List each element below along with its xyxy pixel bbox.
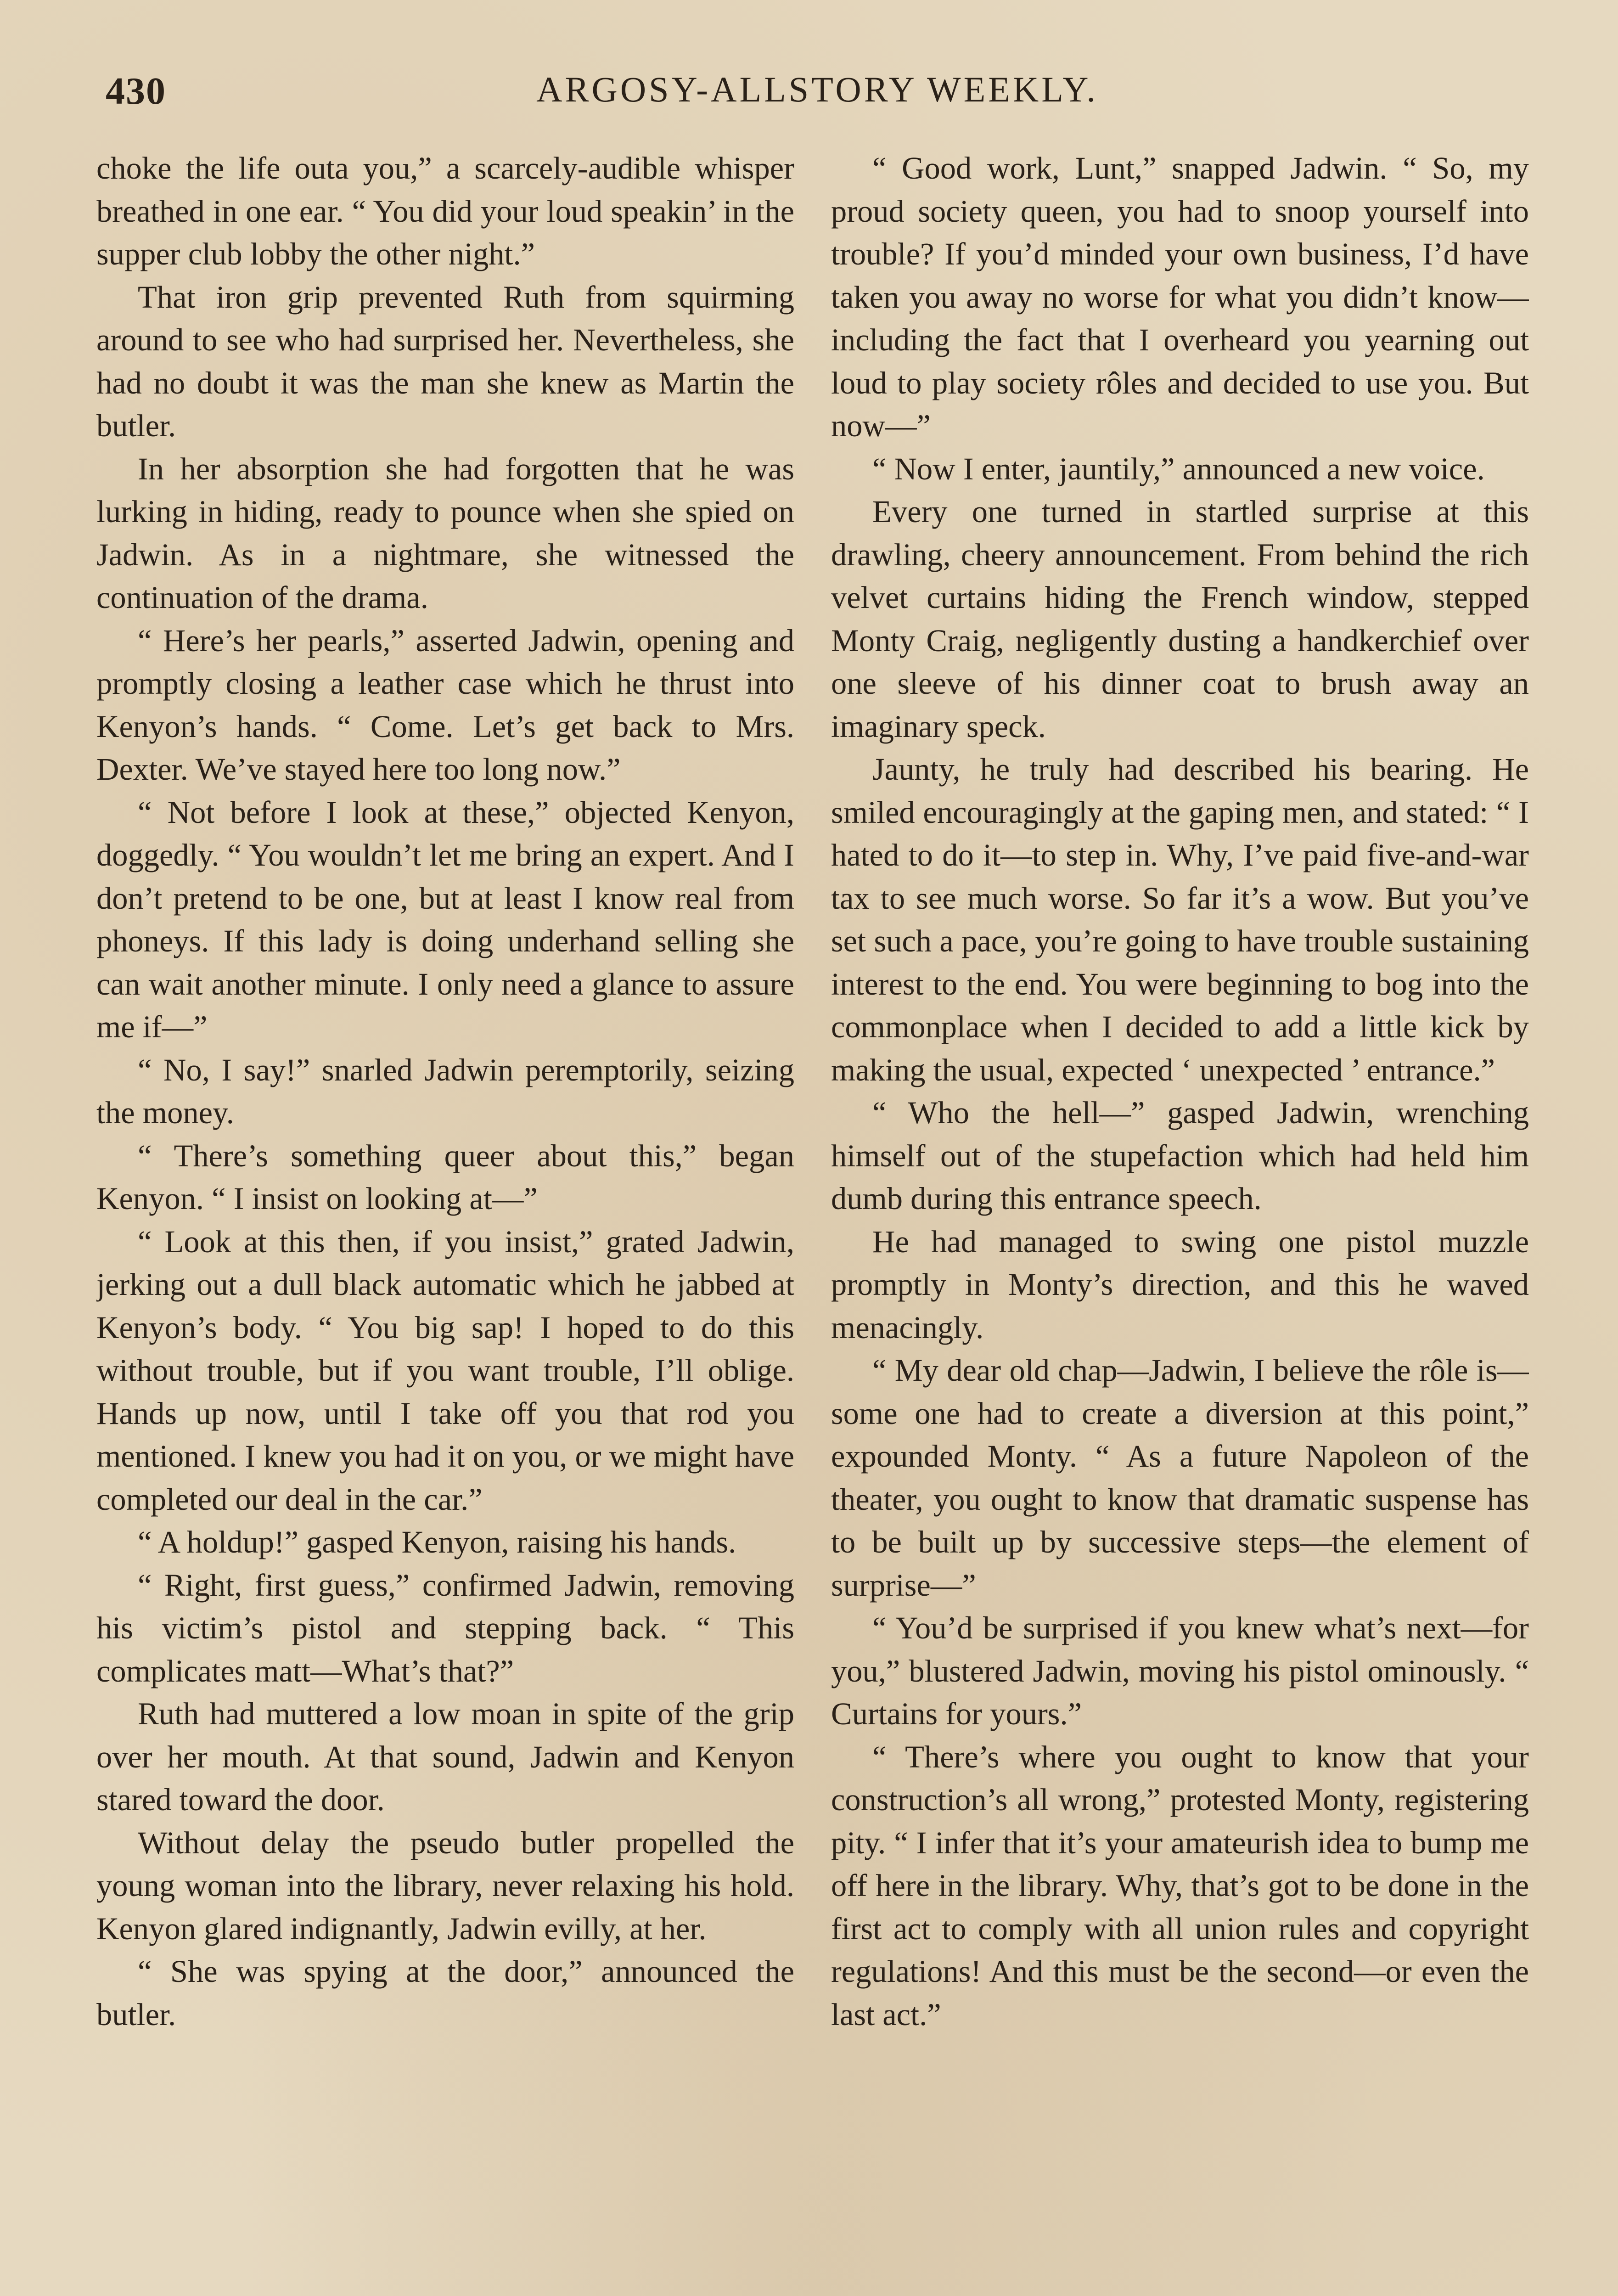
text-columns (96, 147, 1538, 2296)
paragraph: “ There’s something queer about this,” began Kenyon. “ I insist on looking at—” (96, 1138, 794, 1216)
paragraph: “ A holdup!” gasped Kenyon, raising his hands. (138, 1525, 736, 1559)
paragraph: “ She was spying at the door,” announced the butler. (96, 1954, 794, 2032)
running-head: ARGOSY-ALLSTORY WEEKLY. (536, 69, 1098, 109)
paragraph: That iron grip prevented Ruth from squirming around to see who had surprised her. Nevertheless, she had no doubt it was the man she knew as Martin the butler. (96, 279, 794, 443)
paragraph: “ There’s where you ought to know that your construction’s all wrong,” protested Monty, registering pity. “ I infer that it’s your amateurish idea to bump me off here in the library. Why, that’s got to be done in the first act to comply with all union rules and copyright regulations! And this must be the second—or even the last act.” (831, 1739, 1529, 2032)
paragraph: “ Right, first guess,” confirmed Jadwin, removing his victim’s pistol and stepping back. “ This complicates matt—What’s that?” (96, 1567, 794, 1688)
right-column (831, 147, 1529, 2296)
paragraph: Every one turned in startled surprise at this drawling, cheery announcement. From behind the rich velvet curtains hiding the French window, stepped Monty Craig, negligently dusting a handkerchief over one sleeve of his dinner coat to brush away an imaginary speck. (831, 494, 1529, 744)
paragraph: “ Good work, Lunt,” snapped Jadwin. “ So, my proud society queen, you had to snoop yourself into trouble? If you’d minded your own business, I’d have taken you away no worse for what you didn’t know—including the fact that I overheard you yearning out loud to play society rôles and decided to use you. But now—” (831, 151, 1529, 443)
paragraph: He had managed to swing one pistol muzzle promptly in Monty’s direction, and this he waved menacingly. (831, 1224, 1529, 1345)
paragraph: “ Who the hell—” gasped Jadwin, wrenching himself out of the stupefaction which had held him dumb during this entrance speech. (831, 1095, 1529, 1216)
paragraph: In her absorption she had forgotten that he was lurking in hiding, ready to pounce when she spied on Jadwin. As in a nightmare, she witnessed the continuation of the drama. (96, 451, 794, 615)
paragraph: Ruth had muttered a low moan in spite of the grip over her mouth. At that sound, Jadwin and Kenyon stared toward the door. (96, 1696, 794, 1817)
paragraph: “ My dear old chap—Jadwin, I believe the rôle is—some one had to create a diversion at this point,” expounded Monty. “ As a future Napoleon of the theater, you ought to know that dramatic suspense has to be built up by successive steps—the element of surprise—” (831, 1353, 1529, 1603)
left-column (96, 147, 794, 2296)
paragraph: choke the life outa you,” a scarcely-audible whisper breathed in one ear. “ You did your loud speakin’ in the supper club lobby the other night.” (96, 151, 794, 271)
page-number: 430 (106, 70, 166, 113)
paragraph: “ Look at this then, if you insist,” grated Jadwin, jerking out a dull black automatic which he jabbed at Kenyon’s body. “ You big sap! I hoped to do this without trouble, but if you want trouble, I’ll oblige. Hands up now, until I take off you that rod you mentioned. I knew you had it on you, or we might have completed our deal in the car.” (96, 1224, 794, 1517)
paragraph: “ Here’s her pearls,” asserted Jadwin, opening and promptly closing a leather case which he thrust into Kenyon’s hands. “ Come. Let’s get back to Mrs. Dexter. We’ve stayed here too long now.” (96, 623, 794, 787)
paragraph: “ You’d be surprised if you knew what’s next—for you,” blustered Jadwin, moving his pistol ominously. “ Curtains for yours.” (831, 1610, 1529, 1731)
paragraph: Without delay the pseudo butler propelled the young woman into the library, never relaxing his hold. Kenyon glared indignantly, Jadwin evilly, at her. (96, 1825, 794, 1946)
paragraph: Jaunty, he truly had described his bearing. He smiled encouragingly at the gaping men, and stated: “ I hated to do it—to step in. Why, I’ve paid five-and-war tax to see much worse. So far it’s a wow. But you’ve set such a pace, you’re going to have trouble sustaining interest to the end. You were beginning to bog into the commonplace when I decided to add a little kick by making the usual, expected ‘ unexpected ’ entrance.” (831, 752, 1529, 1087)
paragraph: “ No, I say!” snarled Jadwin peremptorily, seizing the money. (96, 1052, 794, 1130)
paragraph: “ Not before I look at these,” objected Kenyon, doggedly. “ You wouldn’t let me bring an expert. And I don’t pretend to be one, but at least I know real from phoneys. If this lady is doing underhand selling she can wait another minute. I only need a glance to assure me if—” (96, 794, 794, 1044)
paragraph: “ Now I enter, jauntily,” announced a new voice. (872, 451, 1485, 486)
page-header (106, 69, 1529, 129)
